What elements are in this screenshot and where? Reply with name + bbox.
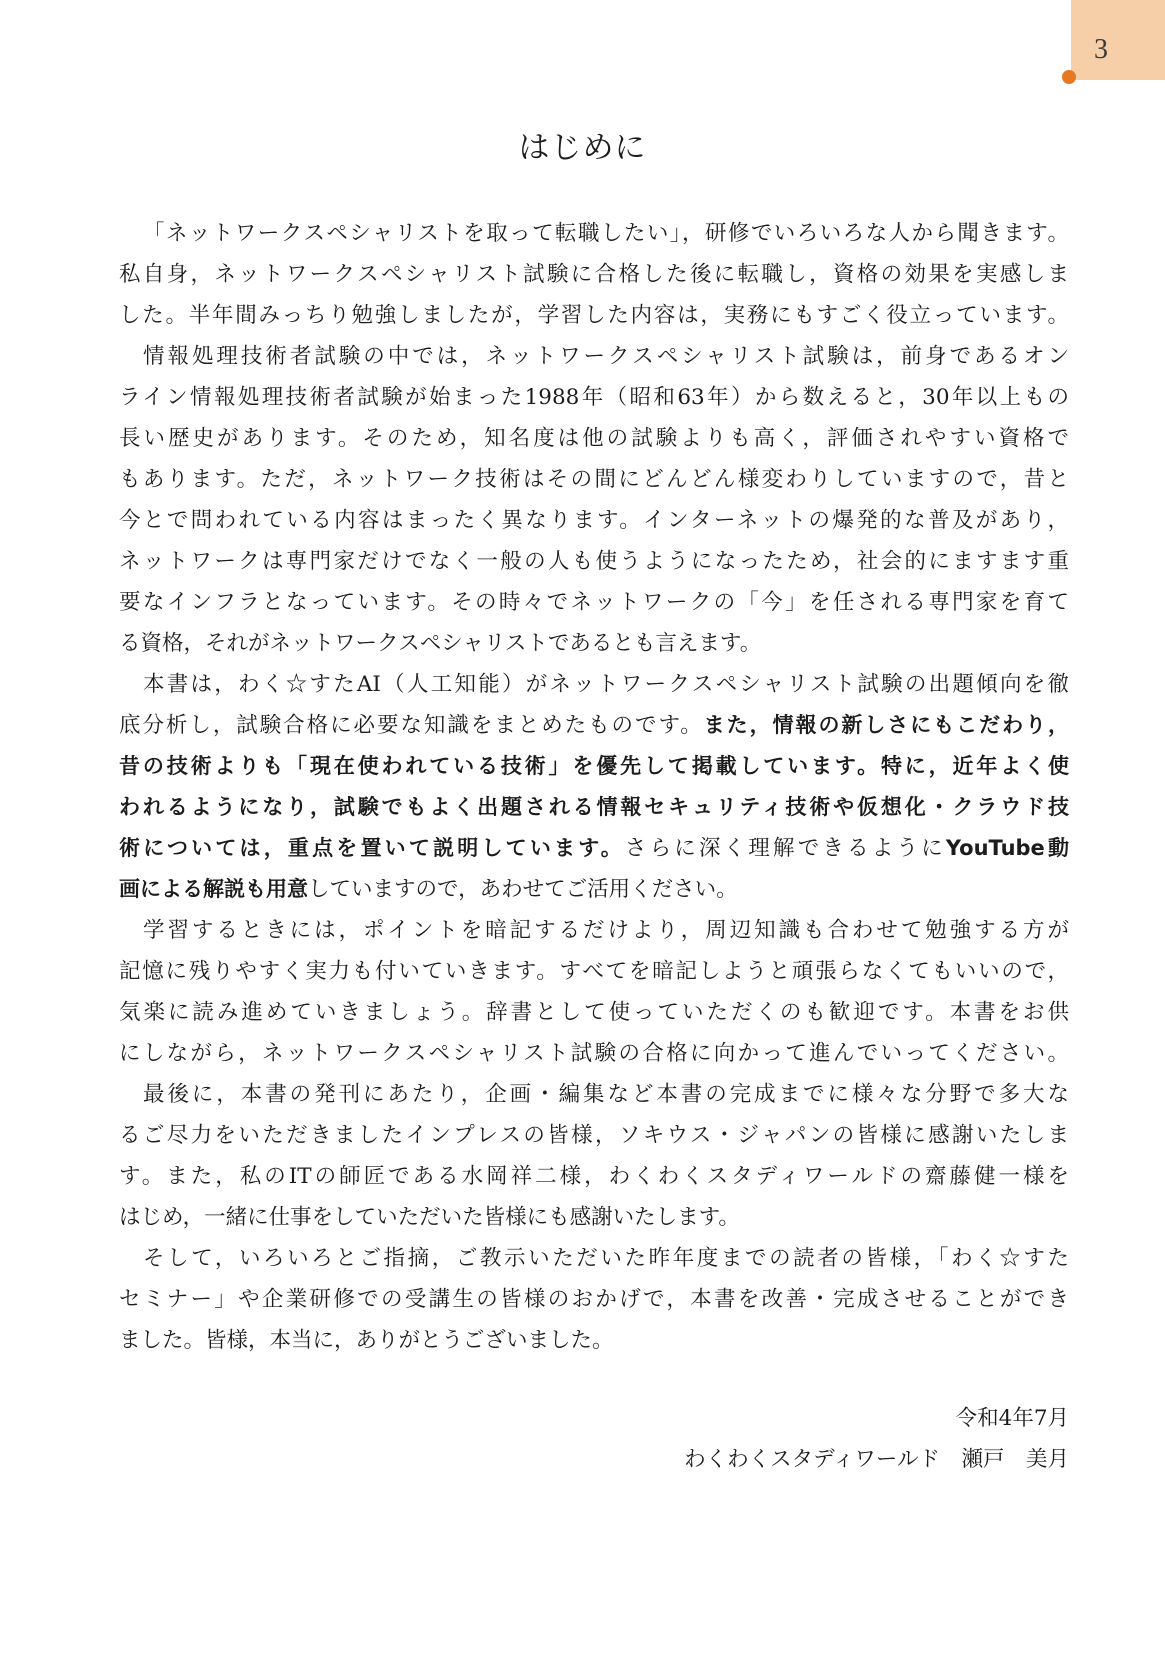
- paragraph-5-line-1: 最後に，本書の発刊にあたり，企画・編集など本書の完成までに様々な分野で多大な: [143, 1082, 1069, 1107]
- paragraph-4-line-1: 学習するときには，ポイントを暗記するだけより，周辺知識も合わせて勉強する方が: [143, 918, 1069, 943]
- paragraph-3-line-1: 本書は，わく☆すたAI（人工知能）がネットワークスペシャリスト試験の出題傾向を徹: [143, 672, 1069, 697]
- page-title: はじめに: [518, 130, 647, 166]
- paragraph-3-line-5: [119, 828, 1069, 869]
- paragraph-2-line-7: 要なインフラとなっています。その時々でネットワークの「今」を任される専門家を育て: [119, 590, 1069, 615]
- paragraph-1-line-2: 私自身，ネットワークスペシャリスト試験に合格した後に転職し，資格の効果を実感しま: [119, 262, 1069, 287]
- paragraph-3-line-2-emphasis: また，情報の新しさにもこだわり，: [703, 713, 1069, 737]
- page-marker-dot: [1062, 70, 1076, 84]
- paragraph-2-line-6: ネットワークは専門家だけでなく一般の人も使うようになったため，社会的にますます重: [119, 549, 1069, 574]
- body-text: [119, 213, 1069, 1361]
- paragraph-1-line-1: 「ネットワークスペシャリストを取って転職したい」，研修でいろいろな人から聞きます。: [143, 221, 1069, 246]
- paragraph-4-line-3: 気楽に読み進めていきましょう。辞書として使っていただくのも歓迎です。本書をお供: [119, 1000, 1069, 1025]
- paragraph-6-line-3: ました。皆様，本当に，ありがとうございました。: [119, 1328, 614, 1353]
- paragraph-2-line-5: 今とで問われている内容はまったく異なります。インターネットの爆発的な普及があり，: [119, 508, 1069, 533]
- paragraph-3-line-6-emphasis: 画による解説も用意: [119, 877, 308, 901]
- paragraph-5-line-4: はじめ，一緒に仕事をしていただいた皆様にも感謝いたします。: [119, 1205, 740, 1230]
- paragraph-2-line-3: 長い歴史があります。そのため，知名度は他の試験よりも高く，評価されやすい資格で: [119, 426, 1069, 451]
- paragraph-3-line-5-plain: さらに深く理解できるように: [624, 836, 946, 861]
- paragraph-3-line-5-emphasis: 術については，重点を置いて説明しています。: [119, 836, 625, 860]
- paragraph-3-line-6: [119, 869, 1069, 910]
- paragraph-6-line-1: そして，いろいろとご指摘，ご教示いただいた昨年度までの読者の皆様，「わく☆すた: [143, 1246, 1069, 1271]
- paragraph-1-line-3: した。半年間みっちり勉強しましたが，学習した内容は，実務にもすごく役立っています。: [119, 303, 1069, 328]
- paragraph-3-line-2-plain: 底分析し，試験合格に必要な知識をまとめたものです。: [119, 713, 704, 738]
- paragraph-3-line-3: 昔の技術よりも「現在使われている技術」を優先して掲載しています。特に，近年よく使: [119, 754, 1069, 778]
- paragraph-3-line-4: われるようになり，試験でもよく出題される情報セキュリティ技術や仮想化・クラウド技: [119, 795, 1069, 819]
- paragraph-3-line-6-plain: していますので，あわせてご活用ください。: [308, 877, 738, 902]
- paragraph-3-line-5-youtube: YouTube動: [945, 836, 1069, 860]
- paragraph-3-line-2: [119, 705, 1069, 746]
- paragraph-6-line-2: セミナー」や企業研修での受講生の皆様のおかげで，本書を改善・完成させることができ: [119, 1287, 1069, 1312]
- paragraph-2-line-1: 情報処理技術者試験の中では，ネットワークスペシャリスト試験は，前身であるオン: [143, 344, 1069, 369]
- paragraph-5-line-2: るご尽力をいただきましたインプレスの皆様，ソキウス・ジャパンの皆様に感謝いたしま: [119, 1123, 1069, 1148]
- paragraph-5-line-3: す。また，私のITの師匠である水岡祥二様，わくわくスタディワールドの齋藤健一様を: [119, 1164, 1069, 1189]
- signature-date: 令和4年7月: [955, 1406, 1069, 1431]
- paragraph-4-line-2: 記憶に残りやすく実力も付いていきます。すべてを暗記しようと頑張らなくてもいいので，: [119, 959, 1069, 984]
- paragraph-2-line-4: もあります。ただ，ネットワーク技術はその間にどんどん様変わりしていますので，昔と: [119, 467, 1069, 492]
- paragraph-2-line-8: る資格，それがネットワークスペシャリストであるとも言えます。: [119, 631, 762, 656]
- page-number: 3: [1094, 34, 1108, 65]
- signature-author: わくわくスタディワールド 瀬戸 美月: [684, 1447, 1069, 1472]
- paragraph-4-line-4: にしながら，ネットワークスペシャリスト試験の合格に向かって進んでいってください。: [119, 1041, 1069, 1066]
- signature-block: [684, 1398, 1069, 1480]
- paragraph-2-line-2: ライン情報処理技術者試験が始まった1988年（昭和63年）から数えると，30年以上もの: [119, 385, 1069, 410]
